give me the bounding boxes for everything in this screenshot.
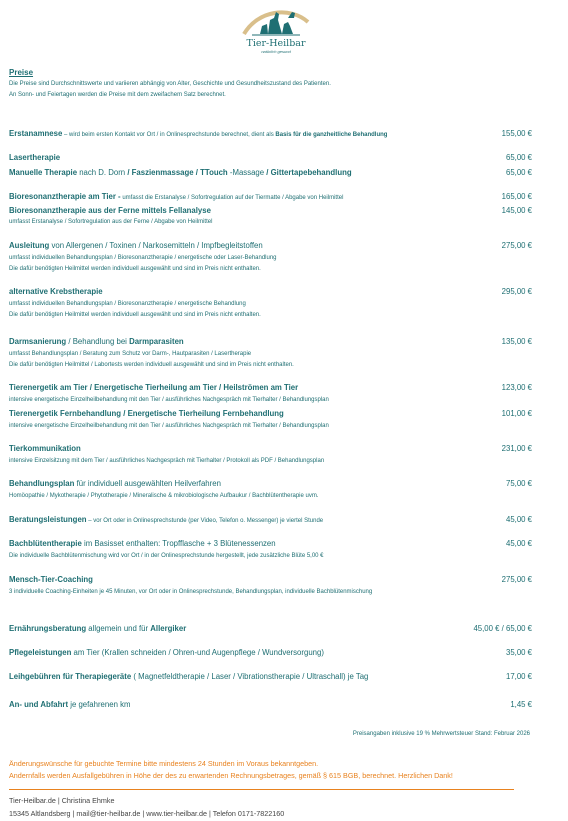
price-anfahrt: 1,45 €	[510, 700, 532, 709]
item-erstanamnese	[9, 129, 387, 138]
item-bioresonanz-ferne: Bioresonanztherapie aus der Ferne mittels Fellanalyse	[9, 206, 211, 215]
price-manuelle-therapie: 65,00 €	[505, 168, 532, 177]
item-text: ( Magnetfeldtherapie / Laser / Vibrationstherapie / Ultraschall) je Tag	[131, 672, 369, 681]
logo	[238, 4, 314, 62]
item-desc: umfasst Erstanalyse / Sofortregulation aus der Ferne / Abgabe von Heilmittel	[9, 219, 213, 225]
tax-note: Preisangaben inklusive 19 % Mehrwertsteuer Stand: Februar 2026	[352, 731, 530, 737]
divider	[9, 789, 514, 790]
item-text: nach D. Dorn	[77, 168, 128, 177]
price-pflegeleistungen: 35,00 €	[505, 648, 532, 657]
item-name: Beratungsleistungen	[9, 515, 87, 524]
item-desc: 3 individuelle Coaching-Einheiten je 45 Minuten, vor Ort oder in Onlinesprechstunde, Behandlungsplan, individuelle Bachblütenmischung	[9, 589, 373, 595]
item-text: je gefahrenen km	[68, 700, 131, 709]
item-name: Bachblütentherapie	[9, 539, 82, 548]
footer-line-2: 15345 Altlandsberg | mail@tier-heilbar.de | www.tier-heilbar.de | Telefon 0171-7822160	[9, 809, 285, 818]
price-bachbluetentherapie: 45,00 €	[505, 539, 532, 548]
item-tierkommunikation: Tierkommunikation	[9, 444, 81, 453]
item-behandlungsplan	[9, 479, 221, 488]
notice-line-2: Andernfalls werden Ausfallgebühren in Höhe der des zu erwartenden Rechnungsbetrages, gemäß § 615 BGB, berechnet. Herzlichen Dank!	[9, 771, 453, 780]
item-tierenergetik-tier: Tierenergetik am Tier / Energetische Tierheilung am Tier / Heilströmen am Tier	[9, 383, 299, 392]
item-desc: Die individuelle Bachblütenmischung wird vor Ort / in der Onlinesprechstunde hergestellt, jede zusätzliche Blüte 5,00 €	[9, 553, 324, 559]
price-beratungsleistungen: 45,00 €	[505, 515, 532, 524]
price-tierkommunikation: 231,00 €	[501, 444, 532, 453]
item-lasertherapie: Lasertherapie	[9, 153, 61, 162]
item-desc: umfasst die Erstanalyse / Sofortregulation auf der Tiermatte / Abgabe von Heilmittel	[120, 195, 344, 201]
price-darmsanierung: 135,00 €	[501, 337, 532, 346]
item-bachbluetentherapie	[9, 539, 276, 548]
item-text: / Behandlung bei	[66, 337, 130, 346]
item-name: Pflegeleistungen	[9, 648, 72, 657]
item-desc: intensive Einzelsitzung mit dem Tier / ausführliches Nachgespräch mit Tierhalter / Protokoll als PDF / Behandlungsplan	[9, 458, 325, 464]
item-tierenergetik-ferne: Tierenergetik Fernbehandlung / Energetische Tierheilung Fernbehandlung	[9, 409, 284, 418]
price-bioresonanz-ferne: 145,00 €	[501, 206, 532, 215]
price-leihgebuehren: 17,00 €	[505, 672, 532, 681]
logo-subtitle: natürlich gesund	[261, 49, 291, 54]
item-manuelle-therapie	[9, 168, 352, 177]
item-desc: Homöopathie / Mykotherapie / Phytotherapie / Mineralische & mikrobiologische Aufbaukur / Bachblütentherapie uvm.	[9, 493, 319, 499]
logo-title: Tier-Heilbar	[246, 38, 306, 49]
item-darmsanierung	[9, 337, 184, 346]
item-name: An- und Abfahrt	[9, 700, 69, 709]
item-ernaehrungsberatung	[9, 624, 186, 633]
intro-line-2: An Sonn- und Feiertagen werden die Preise mit dem zweifachem Satz berechnet.	[9, 92, 226, 98]
item-desc: Die dafür benötigten Heilmittel / Labortests werden individuell ausgewählt und sind im Preis nicht enthalten.	[9, 362, 294, 368]
item-bioresonanz-tier	[9, 192, 343, 201]
item-name: Allergiker	[150, 624, 187, 633]
item-name: / Faszienmassage / TTouch	[127, 168, 228, 177]
item-coaching: Mensch-Tier-Coaching	[9, 575, 93, 584]
item-desc-bold: Basis für die ganzheitliche Behandlung	[275, 132, 388, 138]
page-title: Preise	[9, 68, 34, 77]
item-ausleitung	[9, 241, 263, 250]
item-name: Ausleitung	[9, 241, 50, 250]
price-bioresonanz-tier: 165,00 €	[501, 192, 532, 201]
item-name: Darmsanierung	[9, 337, 67, 346]
price-ernaehrungsberatung: 45,00 € / 65,00 €	[473, 624, 532, 633]
item-text: für individuell ausgewählten Heilverfahren	[74, 479, 221, 488]
price-lasertherapie: 65,00 €	[505, 153, 532, 162]
item-text: allgemein und für	[86, 624, 151, 633]
item-text: von Allergenen / Toxinen / Narkosemitteln / Impfbegleitstoffen	[49, 241, 263, 250]
item-name: Behandlungsplan	[9, 479, 75, 488]
item-text: im Basisset enthalten: Tropfflasche + 3 Blütenessenzen	[81, 539, 276, 548]
item-desc: umfasst Behandlungsplan / Beratung zum Schutz vor Darm-, Hautparasiten / Lasertherapie	[9, 351, 252, 357]
item-leihgebuehren	[9, 672, 368, 681]
item-name: Erstanamnese	[9, 129, 63, 138]
item-beratungsleistungen	[9, 515, 323, 524]
item-desc: – wird beim ersten Kontakt vor Ort / in Onlinesprechstunde berechnet, dient als	[62, 132, 276, 138]
item-name: Darmparasiten	[129, 337, 184, 346]
price-tierenergetik-ferne: 101,00 €	[501, 409, 532, 418]
item-pflegeleistungen	[9, 648, 324, 657]
item-name: Bioresonanztherapie am Tier -	[9, 192, 121, 201]
price-krebstherapie: 295,00 €	[501, 287, 532, 296]
item-name: / Gittertapebehandlung	[266, 168, 352, 177]
item-desc: – vor Ort oder in Onlinesprechstunde (per Video, Telefon o. Messenger) je viertel Stunde	[86, 518, 324, 524]
price-coaching: 275,00 €	[501, 575, 532, 584]
item-desc: intensive energetische Einzelheilbehandlung mit den Tier / ausführliches Nachgespräch mit Tierhalter / Behandlungsplan	[9, 397, 329, 403]
item-desc: Die dafür benötigten Heilmittel werden individuell ausgewählt und sind im Preis nicht enthalten.	[9, 266, 261, 272]
animals-logo-icon	[238, 4, 314, 38]
price-ausleitung: 275,00 €	[501, 241, 532, 250]
item-desc: umfasst individuellen Behandlungsplan / Bioresonanztherapie / energetische Behandlung	[9, 301, 246, 307]
price-tierenergetik-tier: 123,00 €	[501, 383, 532, 392]
footer-line-1: Tier-Heilbar.de | Christina Ehmke	[9, 796, 115, 805]
item-name: Leihgebühren für Therapiegeräte	[9, 672, 132, 681]
item-desc: intensive energetische Einzelheilbehandlung mit den Tier / ausführliches Nachgespräch mit Tierhalter / Behandlungsplan	[9, 423, 329, 429]
price-erstanamnese: 155,00 €	[501, 129, 532, 138]
item-anfahrt	[9, 700, 130, 709]
item-name: Manuelle Therapie	[9, 168, 78, 177]
item-desc: umfasst individuellen Behandlungsplan / Bioresonanztherapie / energetische oder Laser-Behandlung	[9, 255, 277, 261]
notice-line-1: Änderungswünsche für gebuchte Termine bitte mindestens 24 Stunden im Voraus bekanntgeben.	[9, 759, 319, 768]
item-name: Ernährungsberatung	[9, 624, 87, 633]
item-krebstherapie: alternative Krebstherapie	[9, 287, 103, 296]
item-text: -Massage	[227, 168, 267, 177]
item-desc: Die dafür benötigten Heilmittel werden individuell ausgewählt und sind im Preis nicht enthalten.	[9, 312, 261, 318]
intro-line-1: Die Preise sind Durchschnittswerte und variieren abhängig von Alter, Geschichte und Gesundheitszustand des Patienten.	[9, 81, 331, 87]
item-text: am Tier (Krallen schneiden / Ohren-und Augenpflege / Wundversorgung)	[71, 648, 324, 657]
price-behandlungsplan: 75,00 €	[505, 479, 532, 488]
